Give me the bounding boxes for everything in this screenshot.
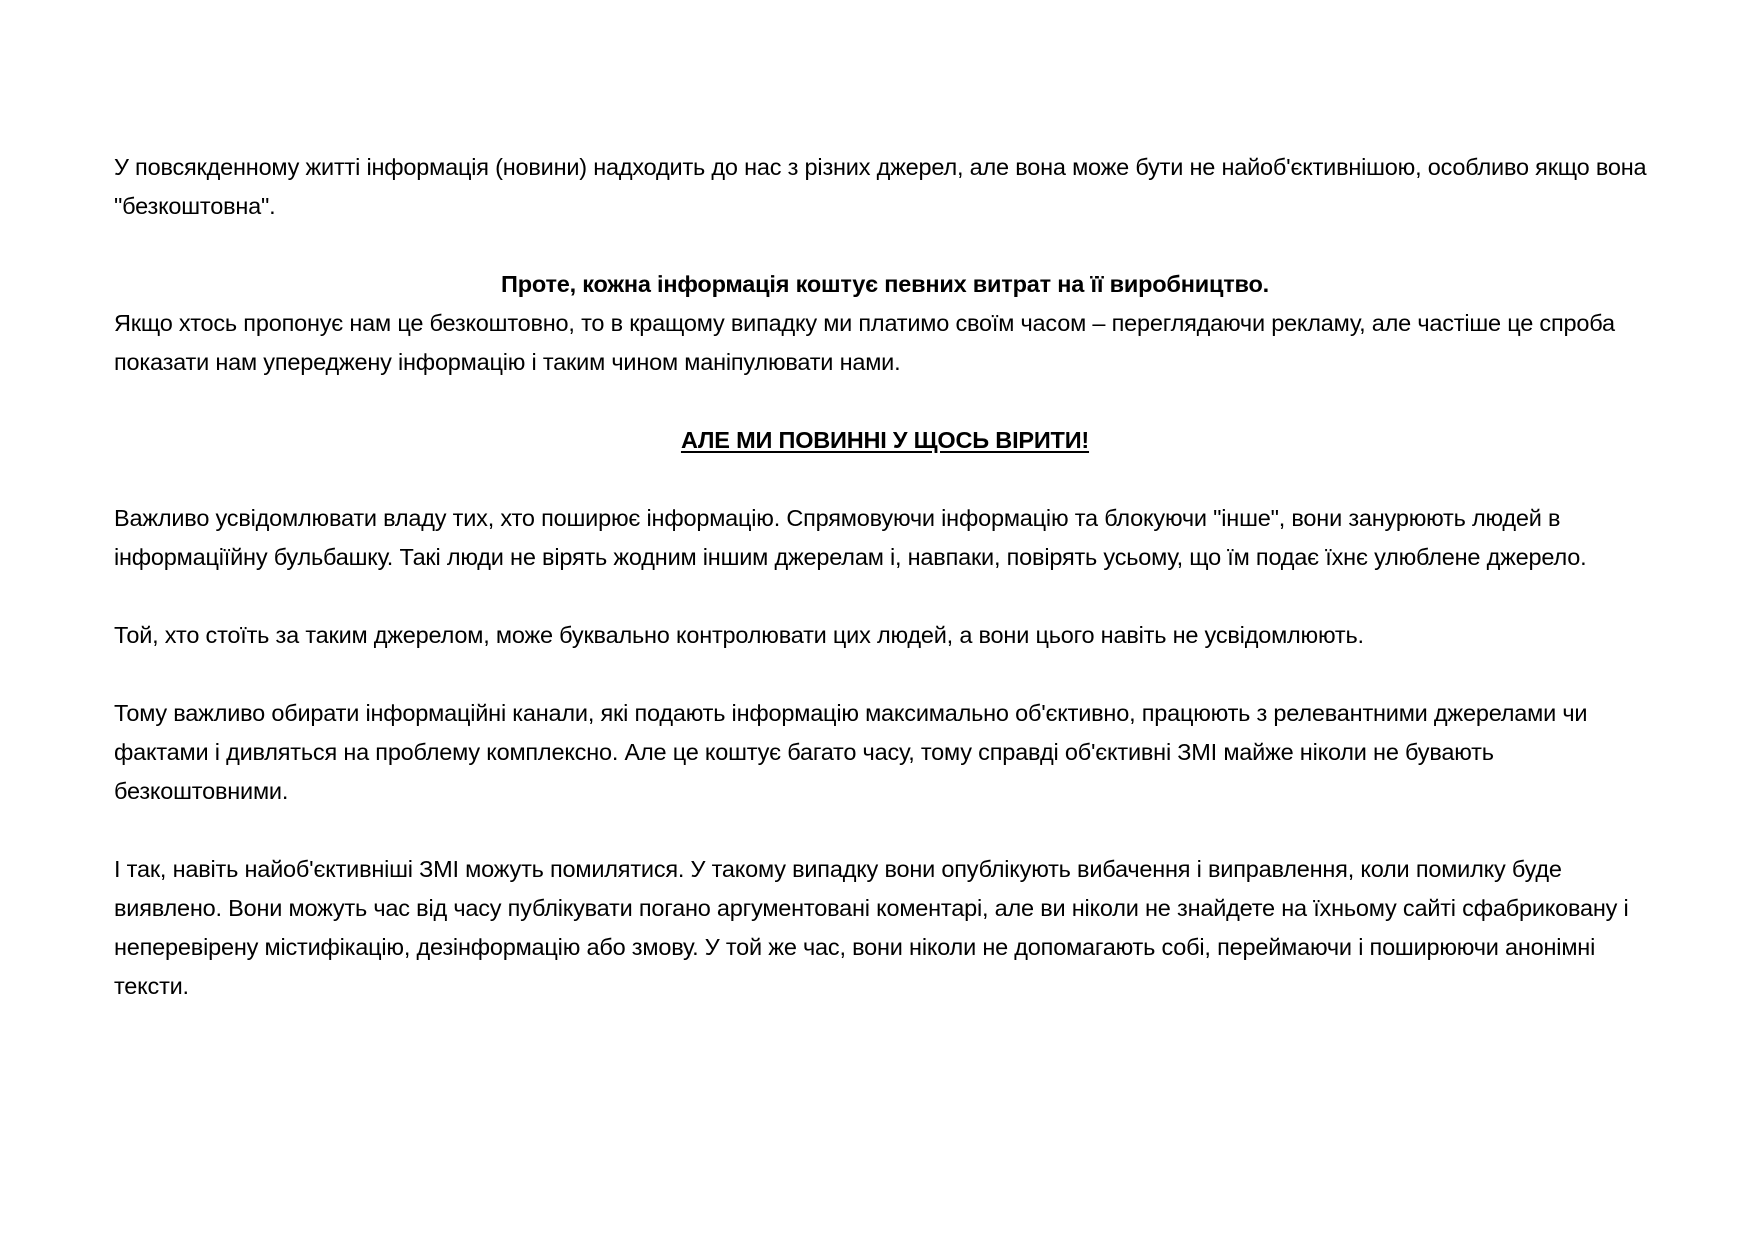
document-body	[114, 148, 1674, 1006]
information-power-paragraph: Важливо усвідомлювати владу тих, хто поширює інформацію. Спрямовуючи інформацію та блокуючи "інше", вони занурюють людей в інформаціїйну бульбашку. Такі люди не вірять жодним іншим джерелам і, навпаки, повірять усьому, що їм подає їхнє улюблене джерело.	[114, 505, 1587, 570]
choose-channels-paragraph: Тому важливо обирати інформаційні канали, які подають інформацію максимально об'єктивно, працюють з релевантними джерелами чи фактами і дивляться на проблему комплексно. Але це коштує багато часу, тому справді об'єктивні ЗМІ майже ніколи не бувають безкоштовними.	[114, 700, 1588, 804]
cost-statement: Проте, кожна інформація коштує певних витрат на її виробництво.	[501, 271, 1269, 297]
free-content-paragraph: Якщо хтось пропонує нам це безкоштовно, то в кращому випадку ми платимо своїм часом – переглядаючи рекламу, але частіше це спроба показати нам упереджену інформацію і таким чином маніпулювати нами.	[114, 310, 1615, 375]
intro-paragraph: У повсякденному житті інформація (новини) надходить до нас з різних джерел, але вона може бути не найоб'єктивнішою, особливо якщо вона "безкоштовна".	[114, 154, 1647, 219]
section-heading: АЛЕ МИ ПОВИННІ У ЩОСЬ ВІРИТИ!	[680, 427, 1090, 453]
media-mistakes-paragraph: І так, навіть найоб'єктивніші ЗМІ можуть помилятися. У такому випадку вони опублікують вибачення і виправлення, коли помилку буде виявлено. Вони можуть час від часу публікувати погано аргументовані коментарі, але ви ніколи не знайдете на їхньому сайті сфабриковану і неперевірену містифікацію, дезінформацію або змову. У той же час, вони ніколи не допомагають собі, переймаючи і поширюючи анонімні тексти.	[114, 856, 1629, 999]
source-control-paragraph: Той, хто стоїть за таким джерелом, може буквально контролювати цих людей, а вони цього навіть не усвідомлюють.	[114, 622, 1364, 648]
